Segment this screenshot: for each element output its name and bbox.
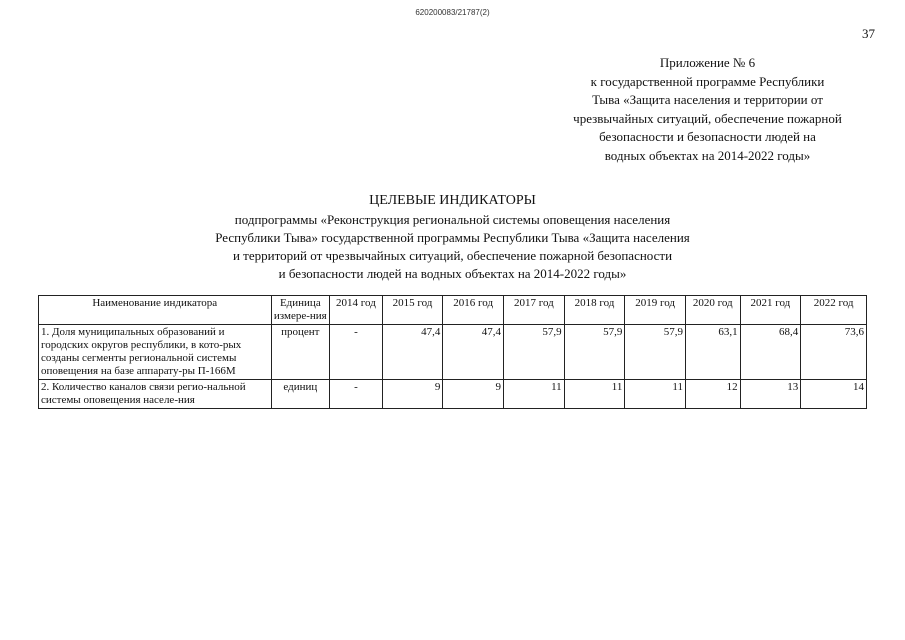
value-cell: 47,4 [443,325,504,380]
indicators-table [38,295,867,409]
value-cell: 57,9 [564,325,625,380]
header-unit: Единица измере-ния [271,296,330,325]
appendix-line: водных объектах на 2014-2022 годы» [604,147,811,163]
page-title: ЦЕЛЕВЫЕ ИНДИКАТОРЫ [369,193,536,208]
header-year-2014: 2014 год [330,296,383,325]
value-cell: 11 [625,380,686,409]
header-year-2016: 2016 год [443,296,504,325]
value-cell: 11 [504,380,565,409]
title-block [150,192,755,283]
table-row [39,325,867,380]
document-id: 620200083/21787(2) [415,8,490,17]
value-cell: 9 [382,380,443,409]
value-cell: 57,9 [504,325,565,380]
value-cell: 12 [685,380,740,409]
appendix-line: Приложение № 6 [659,55,756,70]
header-indicator-name: Наименование индикатора [39,296,272,325]
header-year-2020: 2020 год [685,296,740,325]
appendix-line: Тыва «Защита населения и территории от [592,92,823,107]
value-cell: - [330,380,383,409]
value-cell: 11 [564,380,625,409]
page-number: 37 [862,26,875,41]
header-year-2018: 2018 год [564,296,625,325]
value-cell: 14 [801,380,867,409]
appendix-note [540,54,875,165]
header-year-2022: 2022 год [801,296,867,325]
subtitle-line: Республики Тыва» государственной программы Республики Тыва «Защита населения [215,230,690,245]
appendix-line: к государственной программе Республики [590,73,825,89]
value-cell: 63,1 [685,325,740,380]
indicator-name: 1. Доля муниципальных образований и городских округов республики, в кото-рых созданы сегменты региональной системы оповещения на базе аппарату-ры П-166М [39,325,272,380]
indicator-unit: единиц [271,380,330,409]
header-year-2017: 2017 год [504,296,565,325]
value-cell: 73,6 [801,325,867,380]
subtitle-line: и территорий от чрезвычайных ситуаций, обеспечение пожарной безопасности [232,248,673,263]
value-cell: - [330,325,383,380]
appendix-line: безопасности и безопасности людей на [599,129,816,144]
header-year-2021: 2021 год [740,296,801,325]
header-year-2019: 2019 год [625,296,686,325]
value-cell: 47,4 [382,325,443,380]
header-year-2015: 2015 год [382,296,443,325]
indicator-name: 2. Количество каналов связи регио-нальной системы оповещения населе-ния [39,380,272,409]
value-cell: 57,9 [625,325,686,380]
appendix-line: чрезвычайных ситуаций, обеспечение пожарной [573,110,842,126]
subtitle-line: и безопасности людей на водных объектах на 2014-2022 годы» [278,266,627,281]
header-row [39,296,867,325]
table-row [39,380,867,409]
subtitle-line: подпрограммы «Реконструкция региональной системы оповещения населения [234,212,671,227]
value-cell: 68,4 [740,325,801,380]
indicator-unit: процент [271,325,330,380]
value-cell: 13 [740,380,801,409]
value-cell: 9 [443,380,504,409]
